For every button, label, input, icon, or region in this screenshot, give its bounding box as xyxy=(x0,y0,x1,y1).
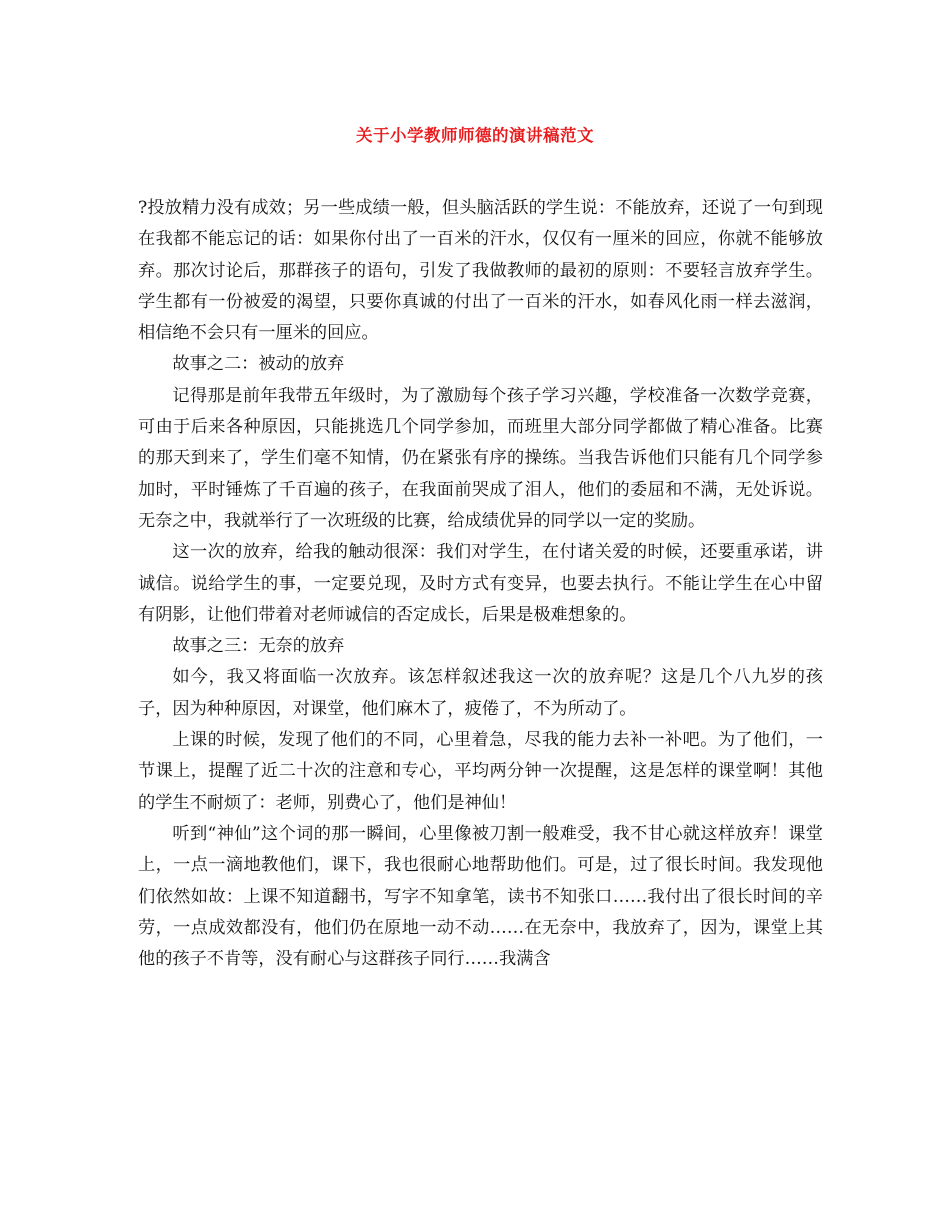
paragraph-1: ?投放精力没有成效；另一些成绩一般，但头脑活跃的学生说：不能放弃，还说了一句到现在我都不能忘记的话：如果你付出了一百米的汗水，仅仅有一厘米的回应，你就不能够放弃。那次讨论后，那群孩子的语句，引发了我做教师的最初的原则：不要轻言放弃学生。学生都有一份被爱的渴望，只要你真诚的付出了一百米的汗水，如春风化雨一样去滋润，相信绝不会只有一厘米的回应。 xyxy=(138,198,823,344)
paragraph-4: 如今，我又将面临一次放弃。该怎样叙述我这一次的放弃呢？这是几个八九岁的孩子，因为种种原因，对课堂，他们麻木了，疲倦了，不为所动了。 xyxy=(138,667,823,719)
document-body xyxy=(138,193,823,975)
paragraph-2: 记得那是前年我带五年级时，为了激励每个孩子学习兴趣，学校准备一次数学竞赛，可由于后来各种原因，只能挑选几个同学参加，而班里大部分同学都做了精心准备。比赛的那天到来了，学生们毫不知情，仍在紧张有序的操练。当我告诉他们只能有几个同学参加时，平时锤炼了千百遍的孩子，在我面前哭成了泪人，他们的委屈和不满，无处诉说。无奈之中，我就举行了一次班级的比赛，给成绩优异的同学以一定的奖励。 xyxy=(138,385,823,531)
section-heading-story-2: 故事之二：被动的放弃 xyxy=(172,354,345,375)
document-title: 关于小学教师师德的演讲稿范文 xyxy=(356,126,594,145)
paragraph-3: 这一次的放弃，给我的触动很深：我们对学生，在付诸关爱的时候，还要重承诺，讲诚信。说给学生的事，一定要兑现，及时方式有变异，也要去执行。不能让学生在心中留有阴影，让他们带着对老师诚信的否定成长，后果是极难想象的。 xyxy=(138,542,823,625)
section-heading-story-3: 故事之三：无奈的放弃 xyxy=(172,636,345,657)
paragraph-5: 上课的时候，发现了他们的不同，心里着急，尽我的能力去补一补吧。为了他们，一节课上，提醒了近二十次的注意和专心，平均两分钟一次提醒，这是怎样的课堂啊！其他的学生不耐烦了：老师，别费心了，他们是神仙！ xyxy=(138,730,823,813)
paragraph-6: 听到“神仙”这个词的那一瞬间，心里像被刀割一般难受，我不甘心就这样放弃！课堂上，一点一滴地教他们，课下，我也很耐心地帮助他们。可是，过了很长时间。我发现他们依然如故：上课不知道翻书，写字不知拿笔，读书不知张口……我付出了很长时间的辛劳，一点成效都没有，他们仍在原地一动不动……在无奈中，我放弃了，因为，课堂上其他的孩子不肯等，没有耐心与这群孩子同行……我满含 xyxy=(138,823,823,970)
